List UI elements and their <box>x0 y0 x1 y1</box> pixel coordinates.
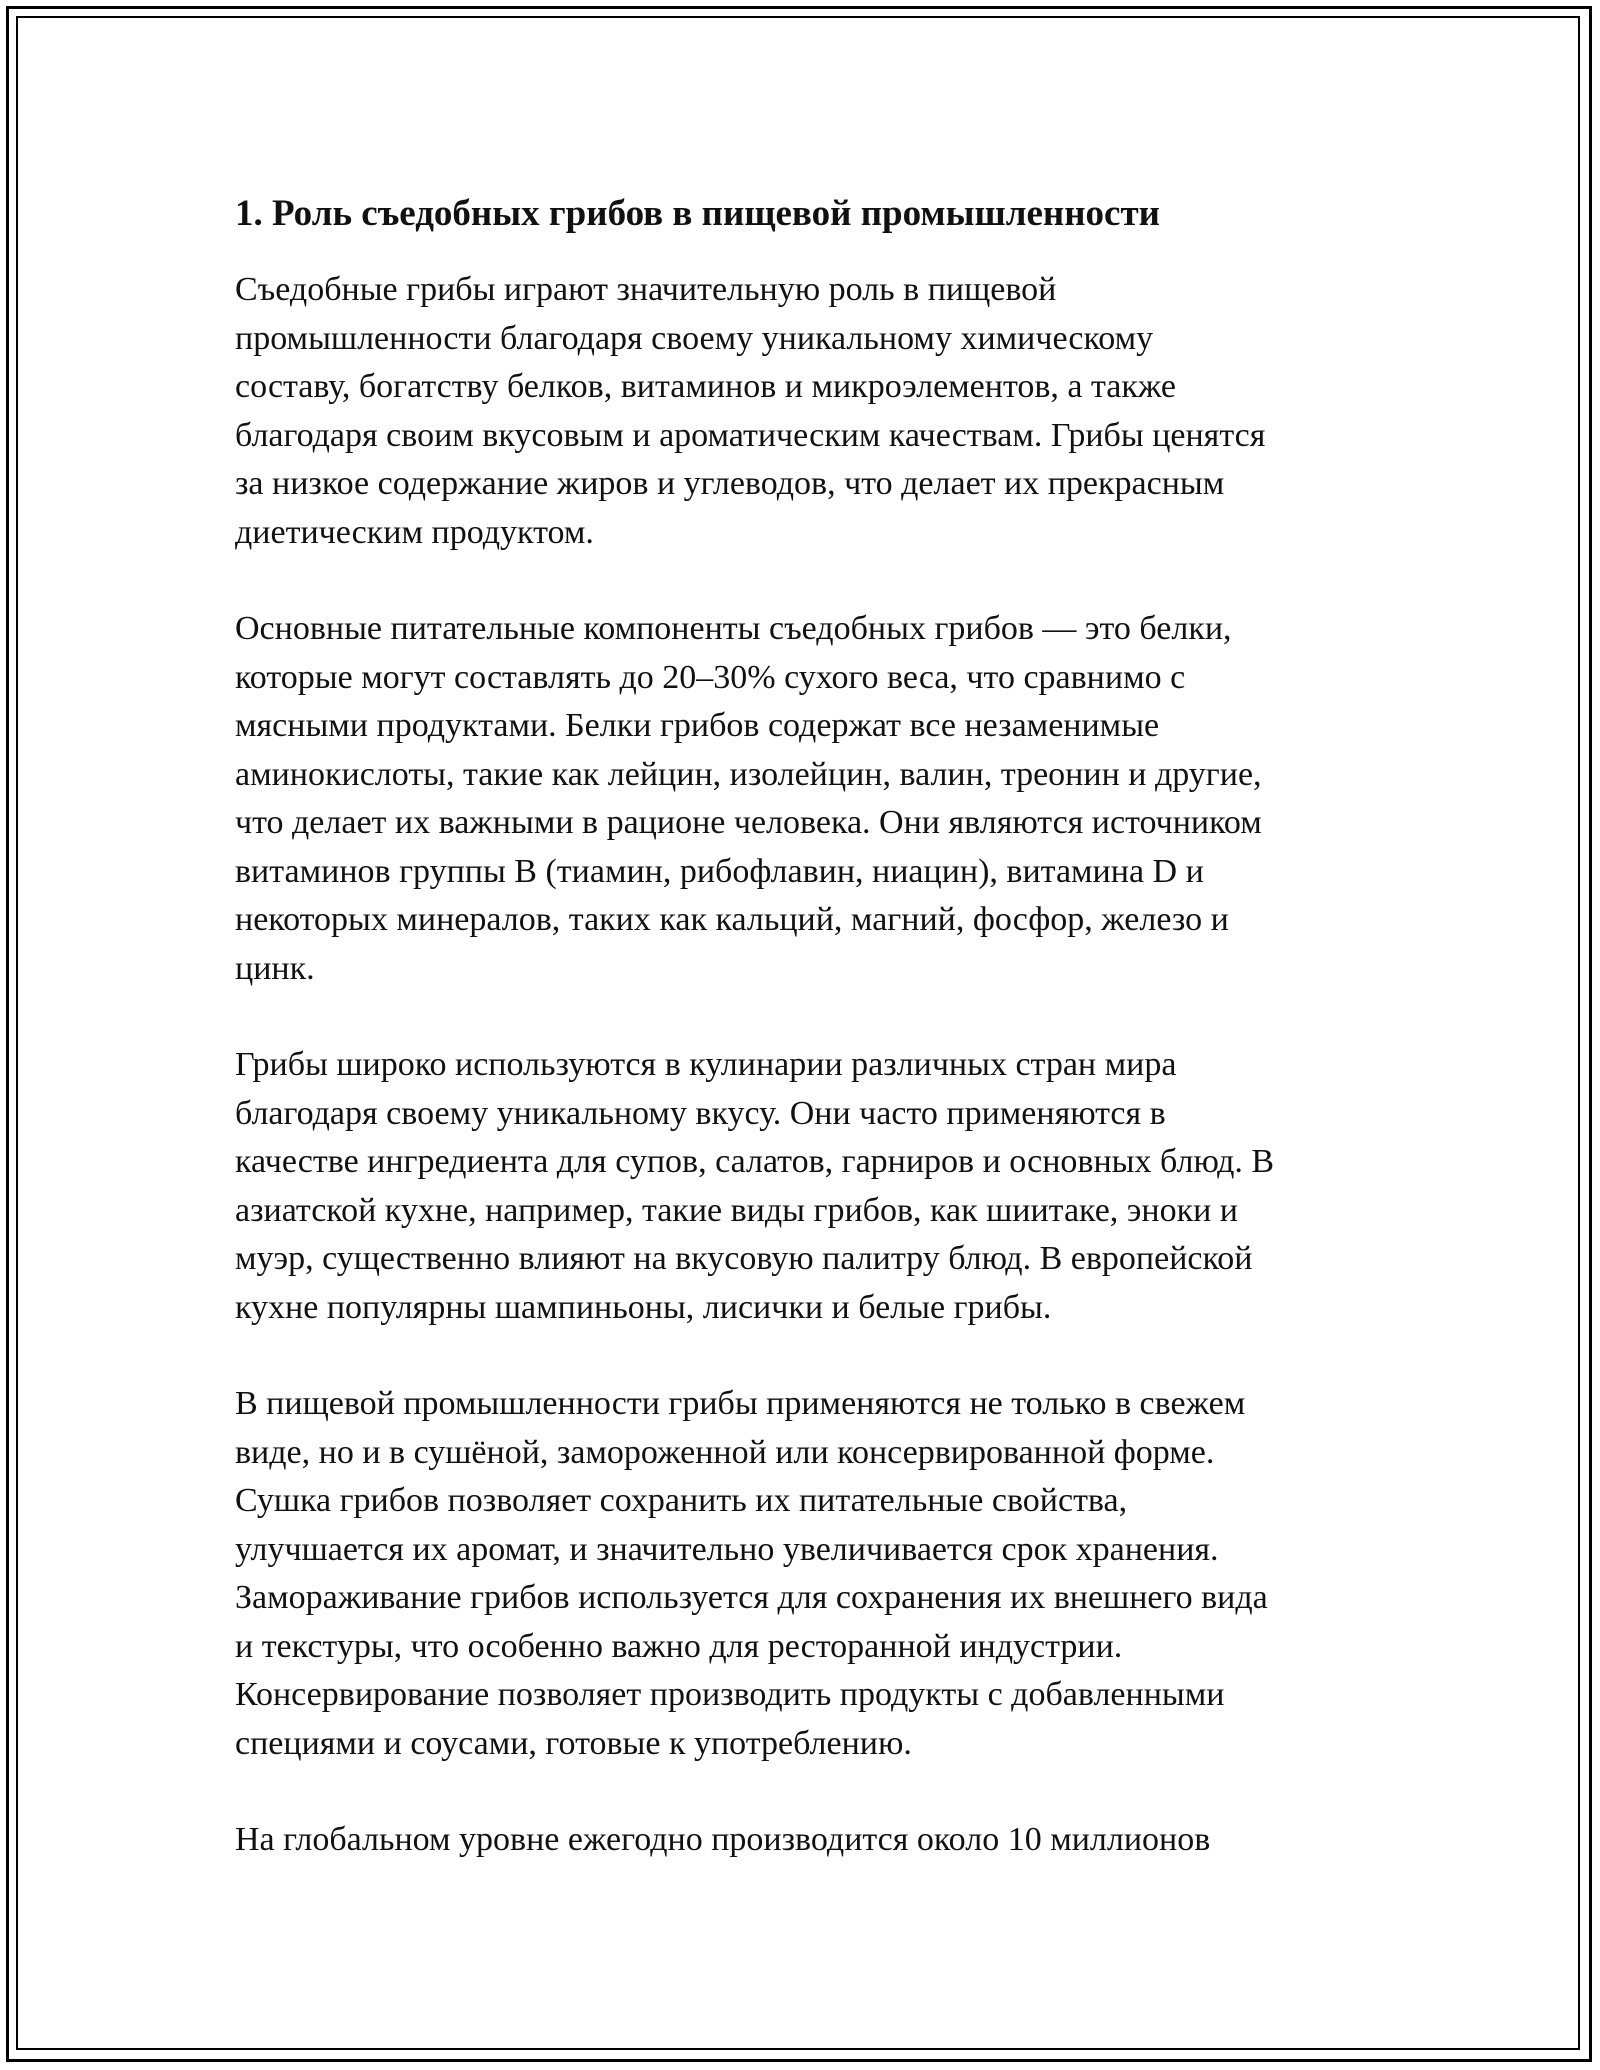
document-body <box>235 184 1375 1913</box>
paragraph-processing: В пищевой промышленности грибы применяются не только в свежем виде, но и в сушёной, замороженной или консервированной форме. Сушка грибов позволяет сохранить их питательные свойства, улучшается их аромат, и значительно увеличивается срок хранения. Замораживание грибов используется для сохранения их внешнего вида и текстуры, что особенно важно для ресторанной индустрии. Консервирование позволяет производить продукты с добавленными специями и соусами, готовые к употреблению. <box>235 1385 1268 1762</box>
paragraph-intro: Съедобные грибы играют значительную роль в пищевой промышленности благодаря своему уникальному химическому составу, богатству белков, витаминов и микроэлементов, а также благодаря своим вкусовым и ароматическим качествам. Грибы ценятся за низкое содержание жиров и углеводов, что делает их прекрасным диетическим продуктом. <box>235 271 1266 551</box>
paragraph-global: На глобальном уровне ежегодно производится около 10 миллионов <box>235 1821 1211 1858</box>
paragraph-cuisine: Грибы широко используются в кулинарии различных стран мира благодаря своему уникальному вкусу. Они часто применяются в качестве ингредиента для супов, салатов, гарниров и основных блюд. В азиатской кухне, например, такие виды грибов, как шиитаке, эноки и муэр, существенно влияют на вкусовую палитру блюд. В европейской кухне популярны шампиньоны, лисички и белые грибы. <box>235 1046 1275 1326</box>
section-heading: 1. Роль съедобных грибов в пищевой промышленности <box>235 193 1160 234</box>
paragraph-nutrients: Основные питательные компоненты съедобных грибов — это белки, которые могут составлять до 20–30% сухого веса, что сравнимо с мясными продуктами. Белки грибов содержат все незаменимые аминокислоты, такие как лейцин, изолейцин, валин, треонин и другие, что делает их важными в рационе человека. Они являются источником витаминов группы B (тиамин, рибофлавин, ниацин), витамина D и некоторых минералов, таких как кальций, магний, фосфор, железо и цинк. <box>235 610 1262 987</box>
